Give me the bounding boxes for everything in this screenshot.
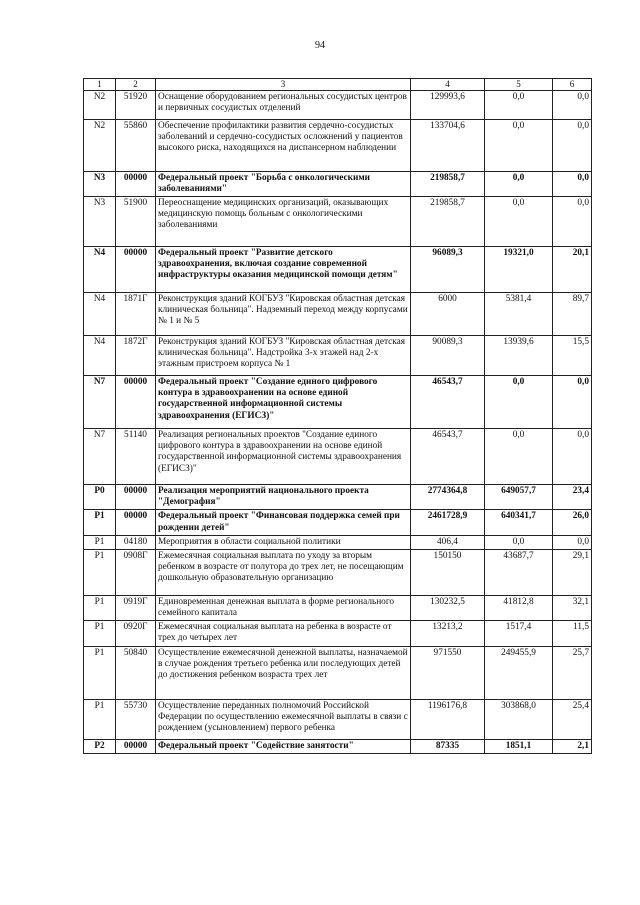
row-code: N2 bbox=[84, 90, 116, 119]
row-number: 00000 bbox=[116, 247, 156, 293]
row-value-plan: 46543,7 bbox=[411, 429, 485, 485]
row-description: Обеспечение профилактики развития сердечно-сосудистых заболеваний и сердечно-сосудистых осложнений у пациентов высокого риска, находящихся на диспансерном наблюдении bbox=[156, 119, 411, 171]
row-code: P1 bbox=[84, 621, 116, 646]
table-row bbox=[84, 621, 592, 646]
row-value-actual: 19321,0 bbox=[485, 247, 553, 293]
row-value-actual: 13939,6 bbox=[485, 336, 553, 376]
row-value-actual: 41812,8 bbox=[485, 595, 553, 620]
table-row bbox=[84, 429, 592, 485]
row-number: 00000 bbox=[116, 376, 156, 429]
column-header: 4 bbox=[411, 79, 485, 91]
row-description: Ежемесячная социальная выплата по уходу за вторым ребенком в возрасте от полутора до трех лет, не посещающим дошкольную образовательную организацию bbox=[156, 549, 411, 595]
table-row bbox=[84, 119, 592, 171]
row-code: P1 bbox=[84, 549, 116, 595]
table-row bbox=[84, 595, 592, 620]
row-value-plan: 96089,3 bbox=[411, 247, 485, 293]
row-number: 00000 bbox=[116, 485, 156, 510]
row-value-percent: 89,7 bbox=[553, 293, 592, 336]
table-row bbox=[84, 699, 592, 739]
row-description: Федеральный проект "Развитие детского здравоохранения, включая создание современной инфраструктуры оказания медицинской помощи детям" bbox=[156, 247, 411, 293]
row-description: Мероприятия в области социальной политики bbox=[156, 535, 411, 549]
column-header: 5 bbox=[485, 79, 553, 91]
row-description: Федеральный проект "Создание единого цифрового контура в здравоохранении на основе единой государственной информационной системы здравоохранения (ЕГИСЗ)" bbox=[156, 376, 411, 429]
row-description: Реализация региональных проектов "Создание единого цифрового контура в здравоохранении на основе единой государственной информационной системы здравоохранения (ЕГИСЗ)" bbox=[156, 429, 411, 485]
row-number: 51920 bbox=[116, 90, 156, 119]
row-value-actual: 0,0 bbox=[485, 90, 553, 119]
row-value-percent: 26,0 bbox=[553, 510, 592, 535]
table-body bbox=[84, 90, 592, 753]
row-value-plan: 2774364,8 bbox=[411, 485, 485, 510]
row-value-plan: 971550 bbox=[411, 646, 485, 699]
row-value-percent: 29,1 bbox=[553, 549, 592, 595]
row-value-percent: 2,1 bbox=[553, 739, 592, 753]
row-value-plan: 133704,6 bbox=[411, 119, 485, 171]
row-value-percent: 0,0 bbox=[553, 119, 592, 171]
row-code: N4 bbox=[84, 293, 116, 336]
row-value-percent: 15,5 bbox=[553, 336, 592, 376]
row-value-percent: 32,1 bbox=[553, 595, 592, 620]
row-description: Федеральный проект "Содействие занятости" bbox=[156, 739, 411, 753]
row-value-actual: 649057,7 bbox=[485, 485, 553, 510]
row-value-plan: 2461728,9 bbox=[411, 510, 485, 535]
row-value-plan: 87335 bbox=[411, 739, 485, 753]
row-value-plan: 6000 bbox=[411, 293, 485, 336]
row-description: Реконструкция зданий КОГБУЗ "Кировская областная детская клиническая больница". Надземный переход между корпусами № 1 и № 5 bbox=[156, 293, 411, 336]
column-header: 1 bbox=[84, 79, 116, 91]
row-description: Переоснащение медицинских организаций, оказывающих медицинскую помощь больным с онкологическими заболеваниями bbox=[156, 197, 411, 247]
row-code: P1 bbox=[84, 646, 116, 699]
row-code: N4 bbox=[84, 247, 116, 293]
row-value-percent: 0,0 bbox=[553, 376, 592, 429]
table-row bbox=[84, 247, 592, 293]
table-row bbox=[84, 646, 592, 699]
row-value-percent: 0,0 bbox=[553, 535, 592, 549]
row-value-actual: 303868,0 bbox=[485, 699, 553, 739]
row-value-actual: 249455,9 bbox=[485, 646, 553, 699]
row-value-actual: 0,0 bbox=[485, 171, 553, 196]
row-value-percent: 0,0 bbox=[553, 171, 592, 196]
column-header: 2 bbox=[116, 79, 156, 91]
row-description: Федеральный проект "Финансовая поддержка семей при рождении детей" bbox=[156, 510, 411, 535]
row-number: 51900 bbox=[116, 197, 156, 247]
row-number: 00000 bbox=[116, 510, 156, 535]
table-row bbox=[84, 197, 592, 247]
column-header: 6 bbox=[553, 79, 592, 91]
page-number: 94 bbox=[315, 40, 325, 51]
row-value-plan: 90089,3 bbox=[411, 336, 485, 376]
table-row bbox=[84, 171, 592, 196]
row-code: P0 bbox=[84, 485, 116, 510]
row-number: 1871Г bbox=[116, 293, 156, 336]
row-description: Реконструкция зданий КОГБУЗ "Кировская областная детская клиническая больница". Надстройка 3-х этажей над 2-х этажным пристроем корпуса № 1 bbox=[156, 336, 411, 376]
row-value-percent: 20,1 bbox=[553, 247, 592, 293]
row-description: Осуществление переданных полномочий Российской Федерации по осуществлению ежемесячной выплаты в связи с рождением (усыновлением) первого ребенка bbox=[156, 699, 411, 739]
table-row bbox=[84, 376, 592, 429]
table-row bbox=[84, 293, 592, 336]
row-value-percent: 11,5 bbox=[553, 621, 592, 646]
row-number: 51140 bbox=[116, 429, 156, 485]
row-code: P1 bbox=[84, 510, 116, 535]
row-value-plan: 219858,7 bbox=[411, 197, 485, 247]
row-number: 1872Г bbox=[116, 336, 156, 376]
row-value-percent: 0,0 bbox=[553, 429, 592, 485]
row-description: Реализация мероприятий национального проекта "Демография" bbox=[156, 485, 411, 510]
row-value-plan: 130232,5 bbox=[411, 595, 485, 620]
row-value-percent: 0,0 bbox=[553, 197, 592, 247]
row-value-actual: 5381,4 bbox=[485, 293, 553, 336]
row-value-actual: 0,0 bbox=[485, 535, 553, 549]
row-number: 50840 bbox=[116, 646, 156, 699]
row-code: P1 bbox=[84, 595, 116, 620]
row-value-actual: 640341,7 bbox=[485, 510, 553, 535]
row-code: N4 bbox=[84, 336, 116, 376]
row-value-actual: 0,0 bbox=[485, 376, 553, 429]
row-value-plan: 150150 bbox=[411, 549, 485, 595]
row-number: 0908Г bbox=[116, 549, 156, 595]
table-row bbox=[84, 549, 592, 595]
row-code: N3 bbox=[84, 197, 116, 247]
row-value-plan: 13213,2 bbox=[411, 621, 485, 646]
row-value-actual: 1517,4 bbox=[485, 621, 553, 646]
row-value-actual: 0,0 bbox=[485, 119, 553, 171]
row-code: P1 bbox=[84, 699, 116, 739]
row-number: 0919Г bbox=[116, 595, 156, 620]
row-value-plan: 406,4 bbox=[411, 535, 485, 549]
row-description: Оснащение оборудованием региональных сосудистых центров и первичных сосудистых отделений bbox=[156, 90, 411, 119]
row-number: 00000 bbox=[116, 171, 156, 196]
table-row bbox=[84, 739, 592, 753]
row-number: 55730 bbox=[116, 699, 156, 739]
row-code: N2 bbox=[84, 119, 116, 171]
row-value-percent: 25,7 bbox=[553, 646, 592, 699]
row-number: 0920Г bbox=[116, 621, 156, 646]
row-value-percent: 23,4 bbox=[553, 485, 592, 510]
table-row bbox=[84, 336, 592, 376]
row-number: 00000 bbox=[116, 739, 156, 753]
row-value-plan: 1196176,8 bbox=[411, 699, 485, 739]
row-code: P2 bbox=[84, 739, 116, 753]
row-description: Единовременная денежная выплата в форме регионального семейного капитала bbox=[156, 595, 411, 620]
table-row bbox=[84, 485, 592, 510]
row-description: Федеральный проект "Борьба с онкологическими заболеваниями" bbox=[156, 171, 411, 196]
row-value-plan: 219858,7 bbox=[411, 171, 485, 196]
table-row bbox=[84, 90, 592, 119]
row-code: N3 bbox=[84, 171, 116, 196]
row-value-actual: 1851,1 bbox=[485, 739, 553, 753]
row-value-actual: 43687,7 bbox=[485, 549, 553, 595]
row-value-percent: 0,0 bbox=[553, 90, 592, 119]
table-row bbox=[84, 535, 592, 549]
column-numbers-row bbox=[84, 79, 592, 91]
column-header: 3 bbox=[156, 79, 411, 91]
row-number: 04180 bbox=[116, 535, 156, 549]
table-row bbox=[84, 510, 592, 535]
row-description: Ежемесячная социальная выплата на ребенка в возрасте от трех до четырех лет bbox=[156, 621, 411, 646]
row-code: N7 bbox=[84, 429, 116, 485]
row-value-percent: 25,4 bbox=[553, 699, 592, 739]
row-description: Осуществление ежемесячной денежной выплаты, назначаемой в случае рождения третьего ребенка или последующих детей до достижения ребенком возраста трех лет bbox=[156, 646, 411, 699]
row-code: N7 bbox=[84, 376, 116, 429]
budget-table bbox=[83, 78, 592, 754]
row-value-plan: 129993,6 bbox=[411, 90, 485, 119]
row-value-plan: 46543,7 bbox=[411, 376, 485, 429]
row-value-actual: 0,0 bbox=[485, 429, 553, 485]
row-number: 55860 bbox=[116, 119, 156, 171]
row-value-actual: 0,0 bbox=[485, 197, 553, 247]
row-code: P1 bbox=[84, 535, 116, 549]
